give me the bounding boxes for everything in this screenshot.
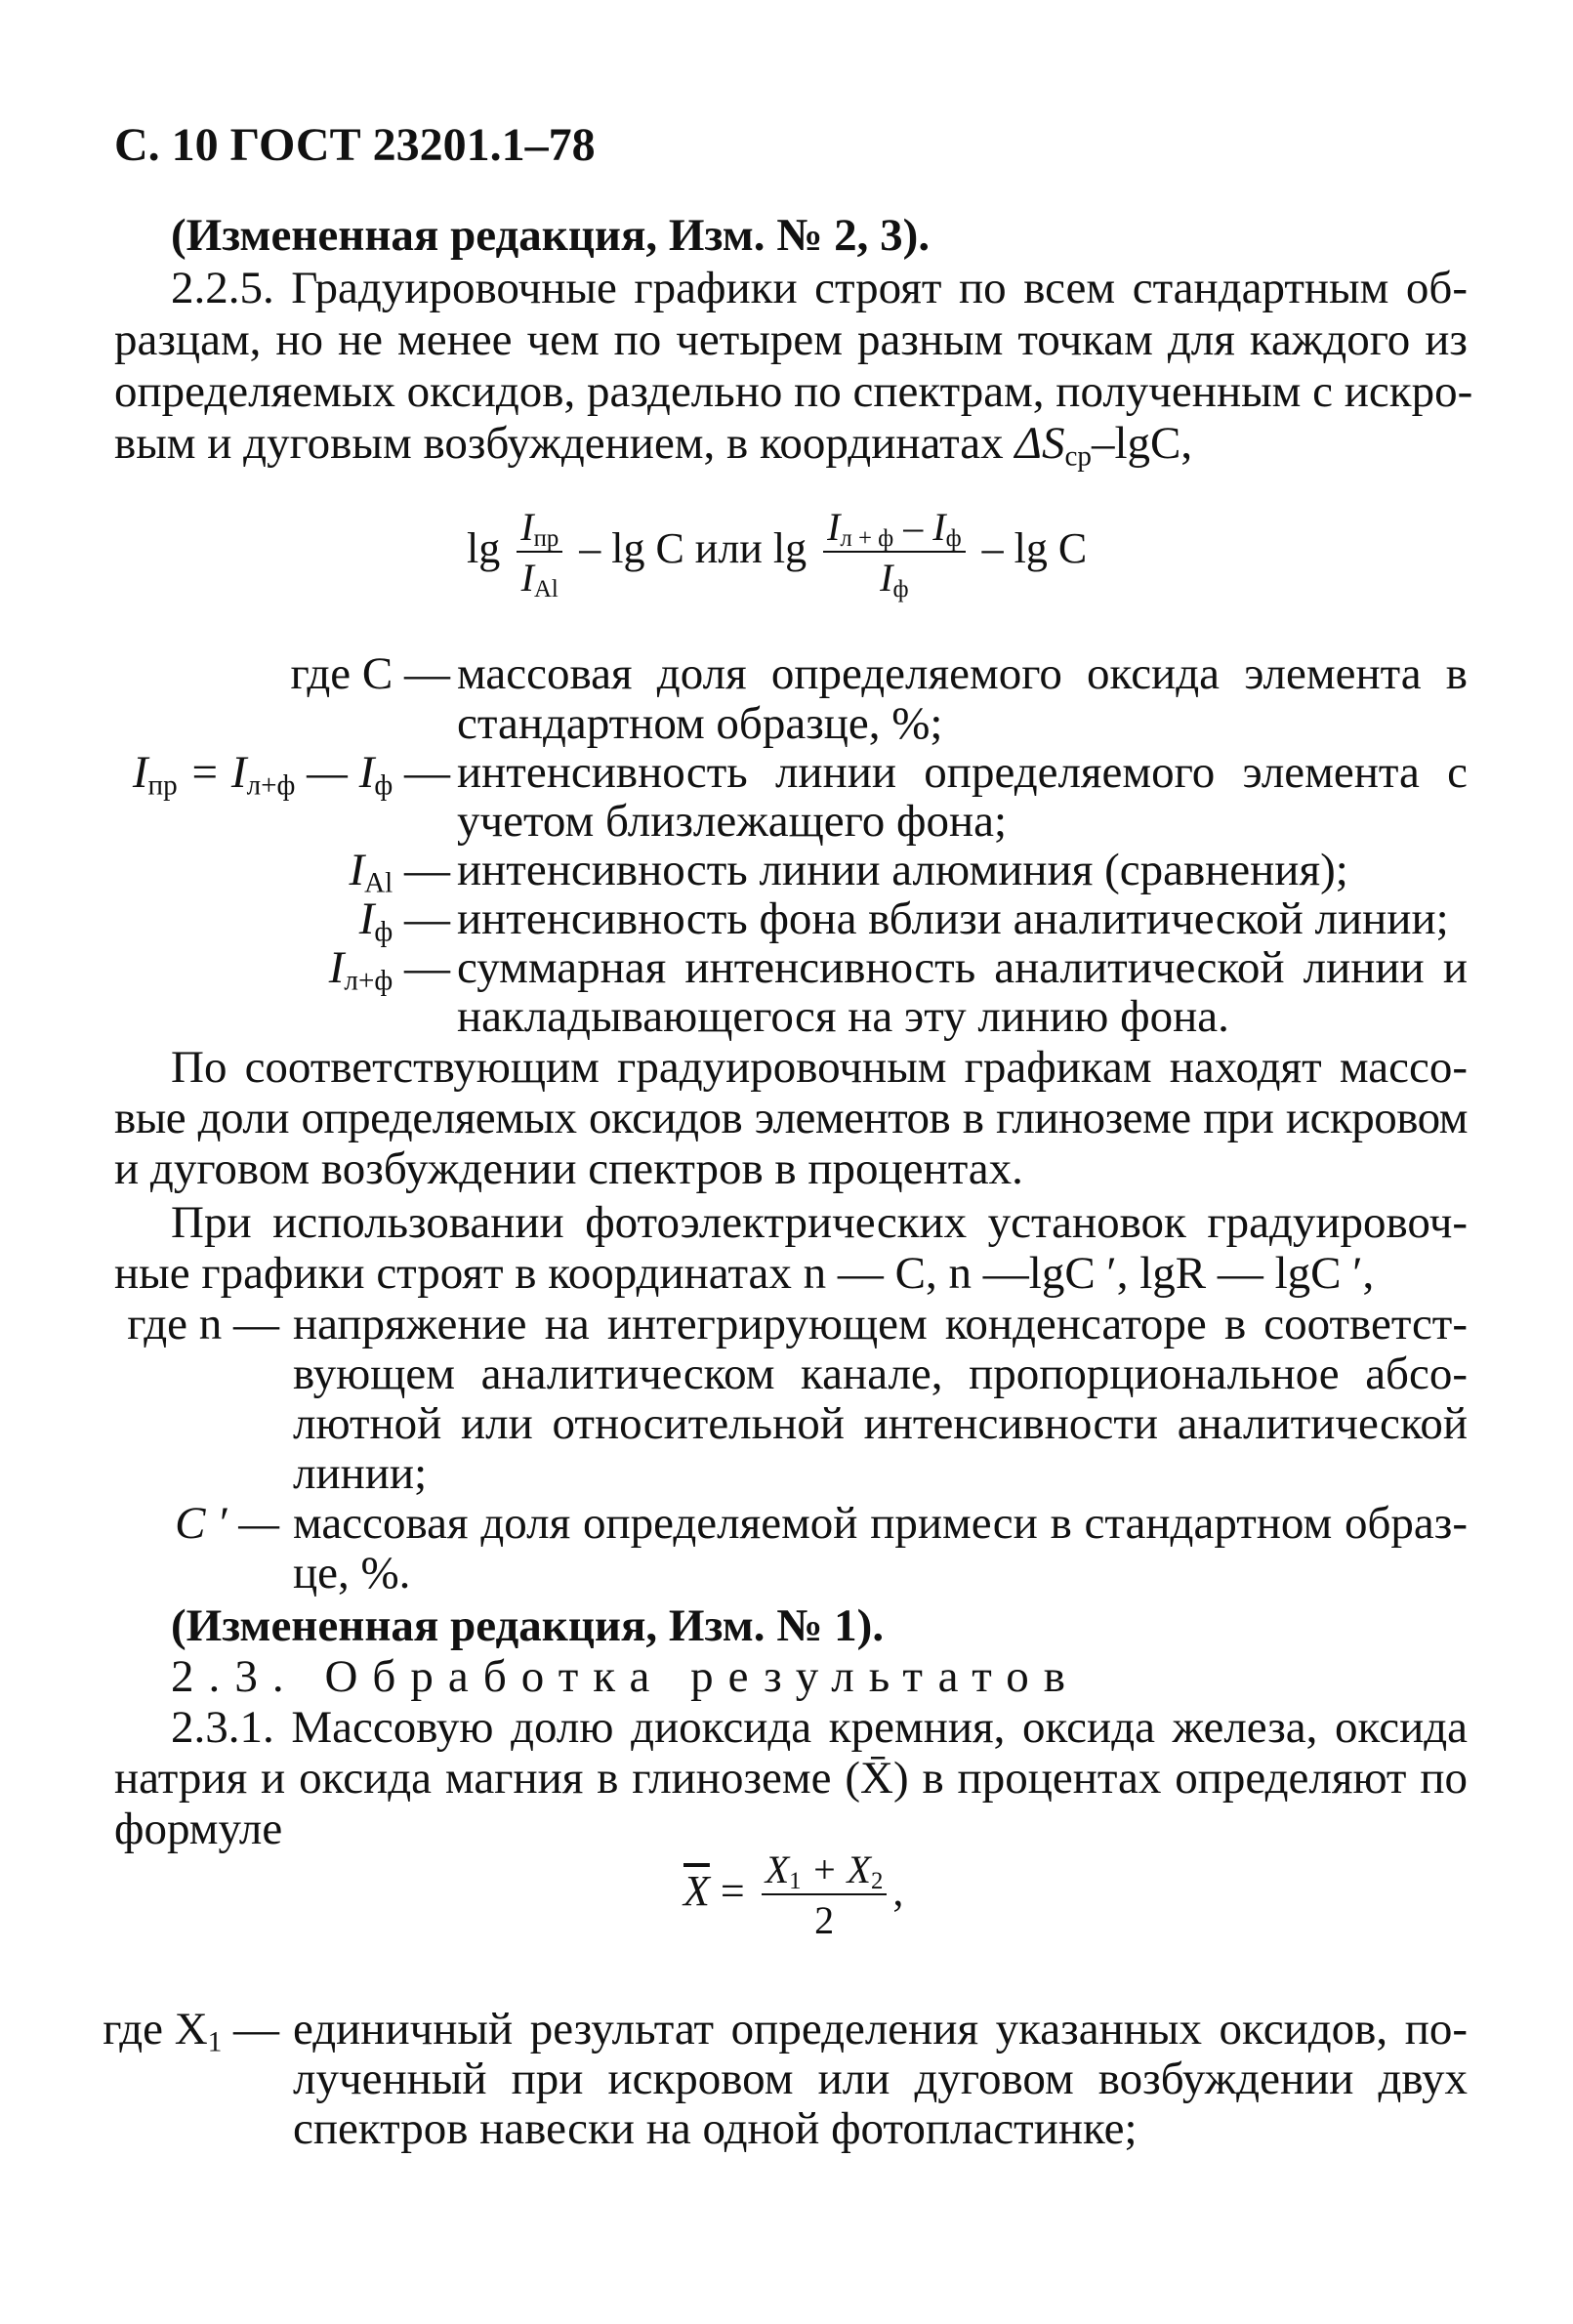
definition-text: суммарная интенсивность аналитической линии и: [457, 942, 1468, 993]
paragraph-line: При использовании фотоэлектрических установок градуировоч-: [171, 1197, 1468, 1248]
fraction: $\frac{X_1 + X_2}{2}$: [762, 1850, 888, 1940]
definition-text: лученный при искровом или дуговом возбуждении двух: [293, 2054, 1468, 2104]
definition-symbol: C ′ —: [175, 1498, 279, 1549]
definition-text: спектров навески на одной фотопластинке;: [293, 2103, 1138, 2154]
paragraph-line: 2.3.1. Массовую долю диоксида кремния, оксида железа, оксида: [171, 1702, 1468, 1753]
paragraph-line: вым и дуговым возбуждением, в координатах $\Delta S_{ср}$–lgC,: [114, 418, 1193, 473]
formula-gradation: lg $\frac{I_{пр}}{I_{Al}}$ – lg C или lg $\frac{I_{л + ф} - I_ф}{I_ф}$ – lg C: [467, 505, 1088, 603]
paragraph-line: разцам, но не менее чем по четырем разным точкам для каждого из: [114, 314, 1468, 365]
definition-symbol: где C —: [290, 648, 450, 699]
page-header: С. 10 ГОСТ 23201.1–78: [114, 119, 596, 171]
fraction: $\frac{I_{пр}}{I_{Al}}$: [517, 508, 562, 598]
definition-symbol: $I_{Al}$ —: [349, 845, 450, 899]
definition-text: линии;: [293, 1448, 428, 1499]
paragraph-line: формуле: [114, 1804, 283, 1854]
definition-text: интенсивность линии определяемого элемента с: [457, 747, 1468, 798]
definition-text: це, %.: [293, 1548, 411, 1598]
definition-text: массовая доля определяемого оксида элемента в: [457, 648, 1468, 699]
definition-text: интенсивность линии алюминия (сравнения);: [457, 845, 1348, 895]
definition-text: стандартном образце, %;: [457, 698, 943, 749]
definition-symbol: где n —: [127, 1299, 279, 1349]
fraction: $\frac{I_{л + ф} - I_ф}{I_ф}$: [823, 508, 966, 598]
definition-text: накладывающегося на эту линию фона.: [457, 991, 1229, 1042]
paragraph-line: натрия и оксида магния в глиноземе (X̄) в процентах определяют по: [114, 1753, 1468, 1804]
definition-text: единичный результат определения указанных оксидов, по-: [293, 2004, 1468, 2054]
definition-symbol: $I_ф$ —: [358, 893, 450, 948]
definition-symbol: где $X_1$ —: [103, 2004, 279, 2058]
definition-text: вующем аналитическом канале, пропорциональное абсо-: [293, 1349, 1468, 1399]
definition-text: массовая доля определяемой примеси в стандартном образ-: [293, 1498, 1468, 1549]
formula-mean: $\overline{X}$ = $\frac{X_1 + X_2}{2}$ ,: [683, 1847, 904, 1942]
section-heading: 2.3. Обработка результатов: [171, 1651, 1080, 1702]
paragraph-line: 2.2.5. Градуировочные графики строят по всем стандартным об-: [171, 263, 1468, 313]
paragraph-line: вые доли определяемых оксидов элементов в глиноземе при искровом: [114, 1093, 1468, 1143]
amendment-note: (Измененная редакция, Изм. № 2, 3).: [171, 210, 931, 261]
definition-text: напряжение на интегрирующем конденсаторе в соответст-: [293, 1299, 1468, 1349]
paragraph-line: и дуговом возбуждении спектров в процентах.: [114, 1143, 1023, 1194]
paragraph-line: определяемых оксидов, раздельно по спектрам, полученным с искро-: [114, 366, 1473, 417]
paragraph-line: ные графики строят в координатах n — C, n —lgC ′, lgR — lgC ′,: [114, 1248, 1375, 1299]
definition-text: лютной или относительной интенсивности аналитической: [293, 1398, 1468, 1449]
definition-symbol: $I_{л+ф}$ —: [328, 942, 450, 997]
amendment-note: (Измененная редакция, Изм. № 1).: [171, 1600, 885, 1651]
paragraph-line: По соответствующим градуировочным графикам находят массо-: [171, 1042, 1468, 1093]
definition-text: интенсивность фона вблизи аналитической линии;: [457, 893, 1449, 944]
definition-text: учетом близлежащего фона;: [457, 796, 1008, 847]
definition-symbol: $I_{пр} = I_{л+ф}$ — $I_ф$ —: [132, 747, 450, 802]
